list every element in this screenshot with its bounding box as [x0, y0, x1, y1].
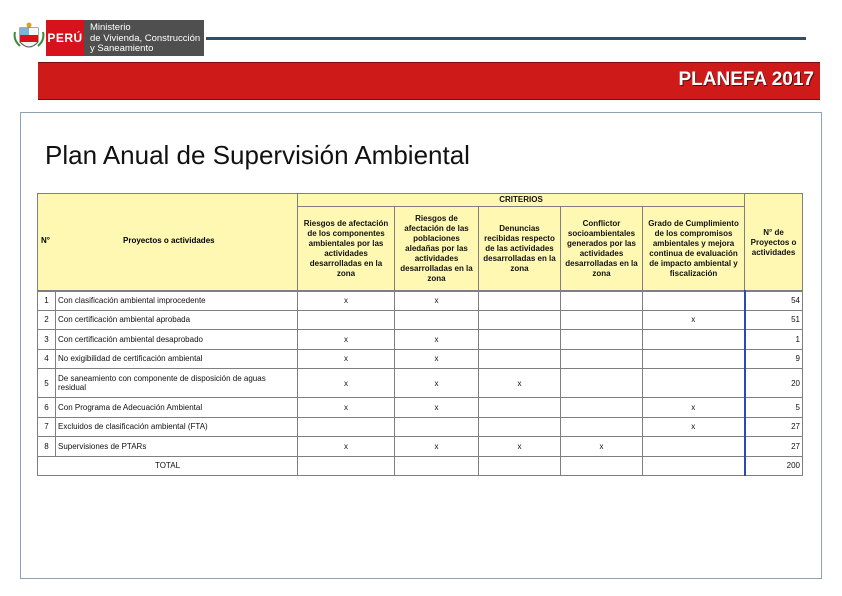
- criterion-mark: x: [395, 349, 479, 369]
- country-logo: PERÚ: [46, 20, 84, 56]
- row-project: De saneamiento con componente de disposición de aguas residual: [56, 369, 298, 398]
- criterion-mark: [479, 349, 561, 369]
- criterion-mark: [479, 291, 561, 311]
- criterion-mark: [479, 417, 561, 437]
- criterion-mark: x: [643, 310, 745, 330]
- criterion-mark: x: [298, 437, 395, 457]
- band-title: PLANEFA 2017: [678, 69, 814, 90]
- row-project: Excluidos de clasificación ambiental (FTA): [56, 417, 298, 437]
- table-row: [38, 398, 803, 418]
- criterion-mark: [561, 291, 643, 311]
- criterion-mark: x: [298, 291, 395, 311]
- criterion-mark: x: [561, 437, 643, 457]
- criterion-mark: x: [298, 369, 395, 398]
- criterion-mark: [561, 349, 643, 369]
- row-number: 3: [38, 330, 56, 350]
- table-row: [38, 310, 803, 330]
- row-count: 20: [745, 369, 803, 398]
- header-divider: [206, 37, 806, 40]
- total-value: 200: [745, 456, 803, 476]
- row-number: 2: [38, 310, 56, 330]
- criterion-mark: [479, 398, 561, 418]
- row-number: 1: [38, 291, 56, 311]
- table-row: [38, 330, 803, 350]
- row-number: 4: [38, 349, 56, 369]
- criterion-mark: [643, 291, 745, 311]
- row-number: 6: [38, 398, 56, 418]
- page-title: Plan Anual de Supervisión Ambiental: [45, 140, 470, 170]
- table-row: [38, 349, 803, 369]
- criterion-mark: [561, 398, 643, 418]
- criterion-mark: [643, 330, 745, 350]
- ministry-line: de Vivienda, Construcción: [90, 32, 201, 44]
- criterion-header: Denuncias recibidas respecto de las actividades desarrolladas en la zona: [479, 207, 561, 292]
- criterion-mark: [561, 417, 643, 437]
- criterion-mark: [643, 349, 745, 369]
- title-band: [38, 62, 820, 100]
- ministry-logo: [84, 20, 204, 56]
- table-row: [38, 417, 803, 437]
- criterion-mark: [561, 369, 643, 398]
- supervision-plan-body: [37, 290, 803, 476]
- row-number: 7: [38, 417, 56, 437]
- number-column-header: N°: [41, 236, 50, 245]
- criterion-mark: [298, 310, 395, 330]
- criterion-mark: x: [395, 437, 479, 457]
- table-row: [38, 437, 803, 457]
- criterion-mark: x: [298, 398, 395, 418]
- row-project: No exigibilidad de certificación ambiental: [56, 349, 298, 369]
- row-count: 51: [745, 310, 803, 330]
- table-row: [38, 369, 803, 398]
- row-count: 5: [745, 398, 803, 418]
- criterion-header: Riesgos de afectación de los componentes ambientales por las actividades desarrolladas en la zona: [298, 207, 395, 292]
- row-project: Con certificación ambiental desaprobado: [56, 330, 298, 350]
- ministry-line: y Saneamiento: [90, 43, 154, 54]
- row-project: Supervisiones de PTARs: [56, 437, 298, 457]
- criterion-mark: x: [643, 398, 745, 418]
- criterion-header: Riesgos de afectación de las poblaciones aledañas por las actividades desarrolladas en la zona: [395, 207, 479, 292]
- criterion-mark: x: [395, 369, 479, 398]
- criterion-mark: x: [479, 369, 561, 398]
- criterion-mark: [298, 417, 395, 437]
- criterion-mark: [479, 310, 561, 330]
- criterion-mark: x: [298, 349, 395, 369]
- criterion-mark: [561, 330, 643, 350]
- criterion-mark: x: [395, 330, 479, 350]
- total-label: TOTAL: [38, 456, 298, 476]
- row-project: Con certificación ambiental aprobada: [56, 310, 298, 330]
- row-count: 1: [745, 330, 803, 350]
- row-project: Con clasificación ambiental improcedente: [56, 291, 298, 311]
- page-header: [0, 0, 842, 60]
- criterion-header: Grado de Cumplimiento de los compromisos ambientales y mejora continua de evaluación de impacto ambiental y fiscalización: [643, 207, 745, 292]
- criterion-mark: [643, 437, 745, 457]
- row-project: Con Programa de Adecuación Ambiental: [56, 398, 298, 418]
- criterion-mark: [561, 310, 643, 330]
- criterion-mark: x: [479, 437, 561, 457]
- table-row: [38, 291, 803, 311]
- row-count: 27: [745, 417, 803, 437]
- criterion-mark: [395, 417, 479, 437]
- criterion-mark: [643, 369, 745, 398]
- criterion-header: Conflictor socioambientales generados por las actividades desarrolladas en la zona: [561, 207, 643, 292]
- row-number: 5: [38, 369, 56, 398]
- criterion-mark: x: [298, 330, 395, 350]
- row-number: 8: [38, 437, 56, 457]
- criterion-mark: [479, 330, 561, 350]
- criterion-mark: [395, 310, 479, 330]
- ministry-line: Ministerio: [90, 22, 131, 33]
- criterion-mark: x: [643, 417, 745, 437]
- projects-column-header: Proyectos o actividades: [123, 236, 215, 245]
- criterion-mark: x: [395, 291, 479, 311]
- row-count: 9: [745, 349, 803, 369]
- coat-of-arms-icon: [12, 22, 46, 54]
- row-count: 27: [745, 437, 803, 457]
- criterios-header: CRITERIOS: [298, 194, 745, 207]
- row-count: 54: [745, 291, 803, 311]
- count-header: N° de Proyectos o actividades: [745, 194, 803, 292]
- criterion-mark: x: [395, 398, 479, 418]
